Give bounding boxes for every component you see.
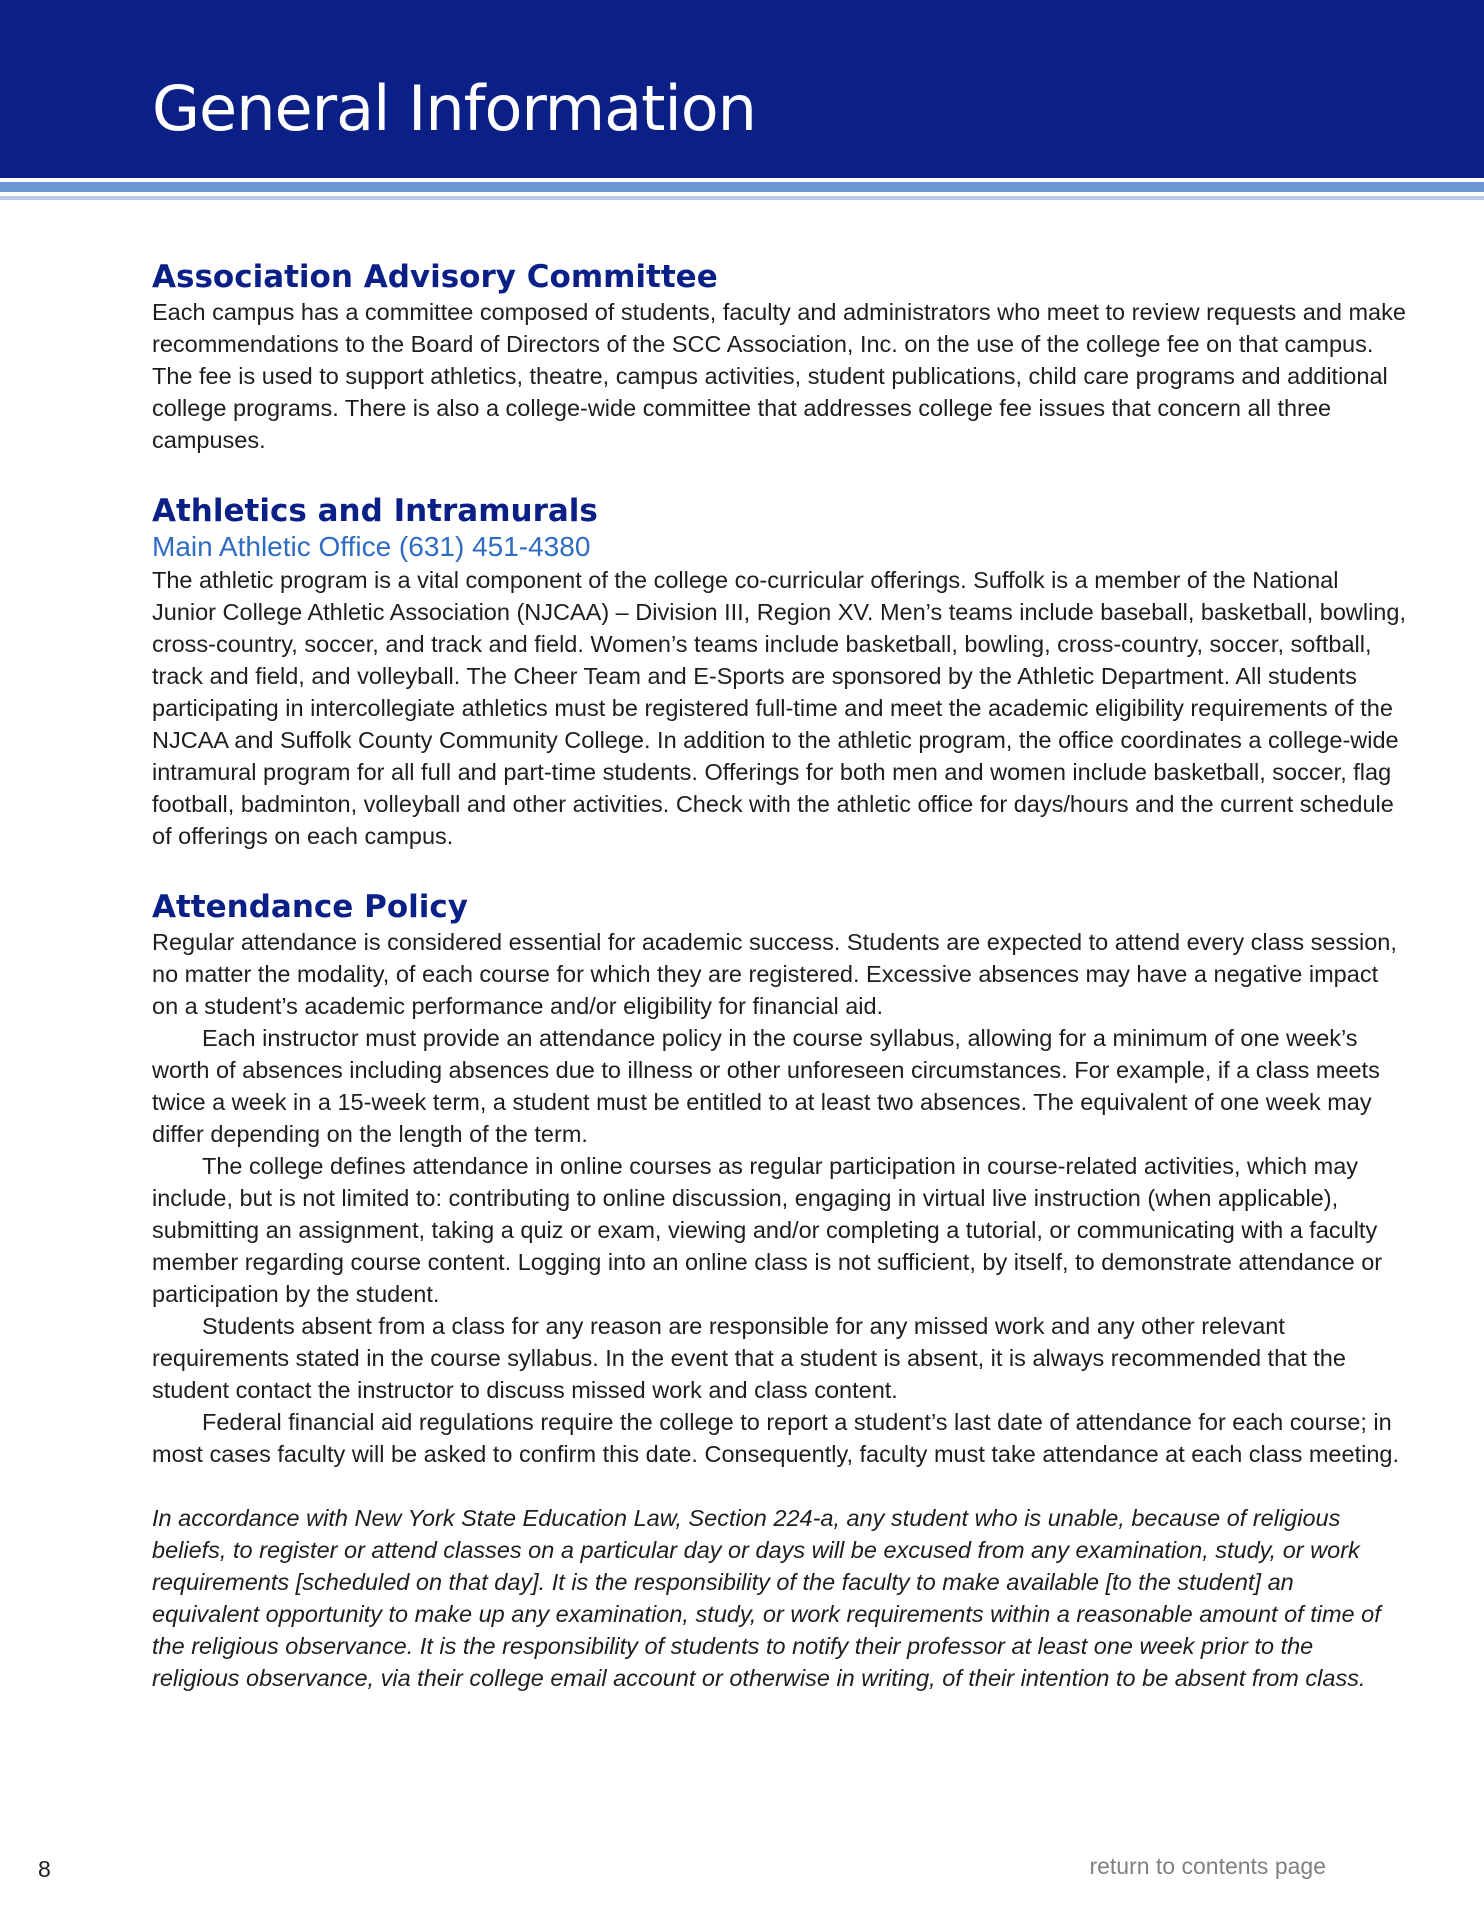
page-title: General Information (152, 72, 756, 145)
page-number: 8 (38, 1856, 51, 1882)
spacer (152, 852, 1407, 888)
header-divider-light-stripe (0, 196, 1484, 200)
spacer (152, 456, 1407, 492)
main-content (152, 258, 1407, 1694)
paragraph: Students absent from a class for any reason are responsible for any missed work and any other relevant requirements stated in the course syllabus. In the event that a student is absent, it is always recommended that the student contact the instructor to discuss missed work and class content. (152, 1313, 1346, 1403)
paragraph: The college defines attendance in online courses as regular participation in course-related activities, which may include, but is not limited to: contributing to online discussion, engaging in virtual live instruction (when applicable), submitting an assignment, taking a quiz or exam, viewing and/or completing a tutorial, or communicating with a faculty member regarding course content. Logging into an online class is not sufficient, by itself, to demonstrate attendance or participation by the student. (152, 1153, 1383, 1307)
law-notice: In accordance with New York State Education Law, Section 224-a, any student who is unable, because of religious beliefs, to register or attend classes on a particular day or days will be excused from any examination, study, or work requirements [scheduled on that day]. It is the responsibility of the faculty to make available [to the student] an equivalent opportunity to make up any examination, study, or work requirements within a reasonable amount of time of the religious observance. It is the responsibility of students to notify their professor at least one week prior to the religious observance, via their college email account or otherwise in writing, of their intention to be absent from class. (152, 1505, 1381, 1691)
section-heading: Attendance Policy (152, 889, 468, 925)
header-band (0, 0, 1484, 178)
section-athletics (152, 492, 1407, 852)
section-attendance-policy (152, 888, 1407, 1694)
paragraph: Federal financial aid regulations require the college to report a student’s last date of attendance for each course; in most cases faculty will be asked to confirm this date. Consequently, faculty must take attendance at each class meeting. (152, 1409, 1399, 1467)
paragraph: Regular attendance is considered essential for academic success. Students are expected to attend every class session, no matter the modality, of each course for which they are registered. Excessive absences may have a negative impact on a student’s academic performance and/or eligibility for financial aid. (152, 929, 1397, 1019)
section-advisory-committee (152, 258, 1407, 456)
paragraph: Each campus has a committee composed of students, faculty and administrators who meet to review requests and make recommendations to the Board of Directors of the SCC Association, Inc. on the use of the college fee on that campus. The fee is used to support athletics, theatre, campus activities, student publications, child care programs and additional college programs. There is also a college-wide committee that addresses college fee issues that concern all three campuses. (152, 299, 1406, 453)
section-heading: Association Advisory Committee (152, 259, 718, 295)
return-to-contents-link[interactable]: return to contents page (1089, 1853, 1326, 1879)
header-divider-stripe (0, 182, 1484, 192)
athletic-office-phone: Main Athletic Office (631) 451-4380 (152, 531, 591, 562)
spacer (152, 1470, 1407, 1502)
paragraph: The athletic program is a vital component of the college co-curricular offerings. Suffolk is a member of the National Junior College Athletic Association (NJCAA) – Division III, Region XV. Men’s teams include baseball, basketball, bowling, cross-country, soccer, and track and field. Women’s teams include basketball, bowling, cross-country, soccer, softball, track and field, and volleyball. The Cheer Team and E-Sports are sponsored by the Athletic Department. All students participating in intercollegiate athletics must be registered full-time and meet the academic eligibility requirements of the NJCAA and Suffolk County Community College. In addition to the athletic program, the office coordinates a college-wide intramural program for all full and part-time students. Offerings for both men and women include basketball, soccer, flag football, badminton, volleyball and other activities. Check with the athletic office for days/hours and the current schedule of offerings on each campus. (152, 567, 1406, 849)
paragraph: Each instructor must provide an attendance policy in the course syllabus, allowing for a minimum of one week’s worth of absences including absences due to illness or other unforeseen circumstances. For example, if a class meets twice a week in a 15-week term, a student must be entitled to at least two absences. The equivalent of one week may differ depending on the length of the term. (152, 1025, 1380, 1147)
section-heading: Athletics and Intramurals (152, 493, 598, 529)
